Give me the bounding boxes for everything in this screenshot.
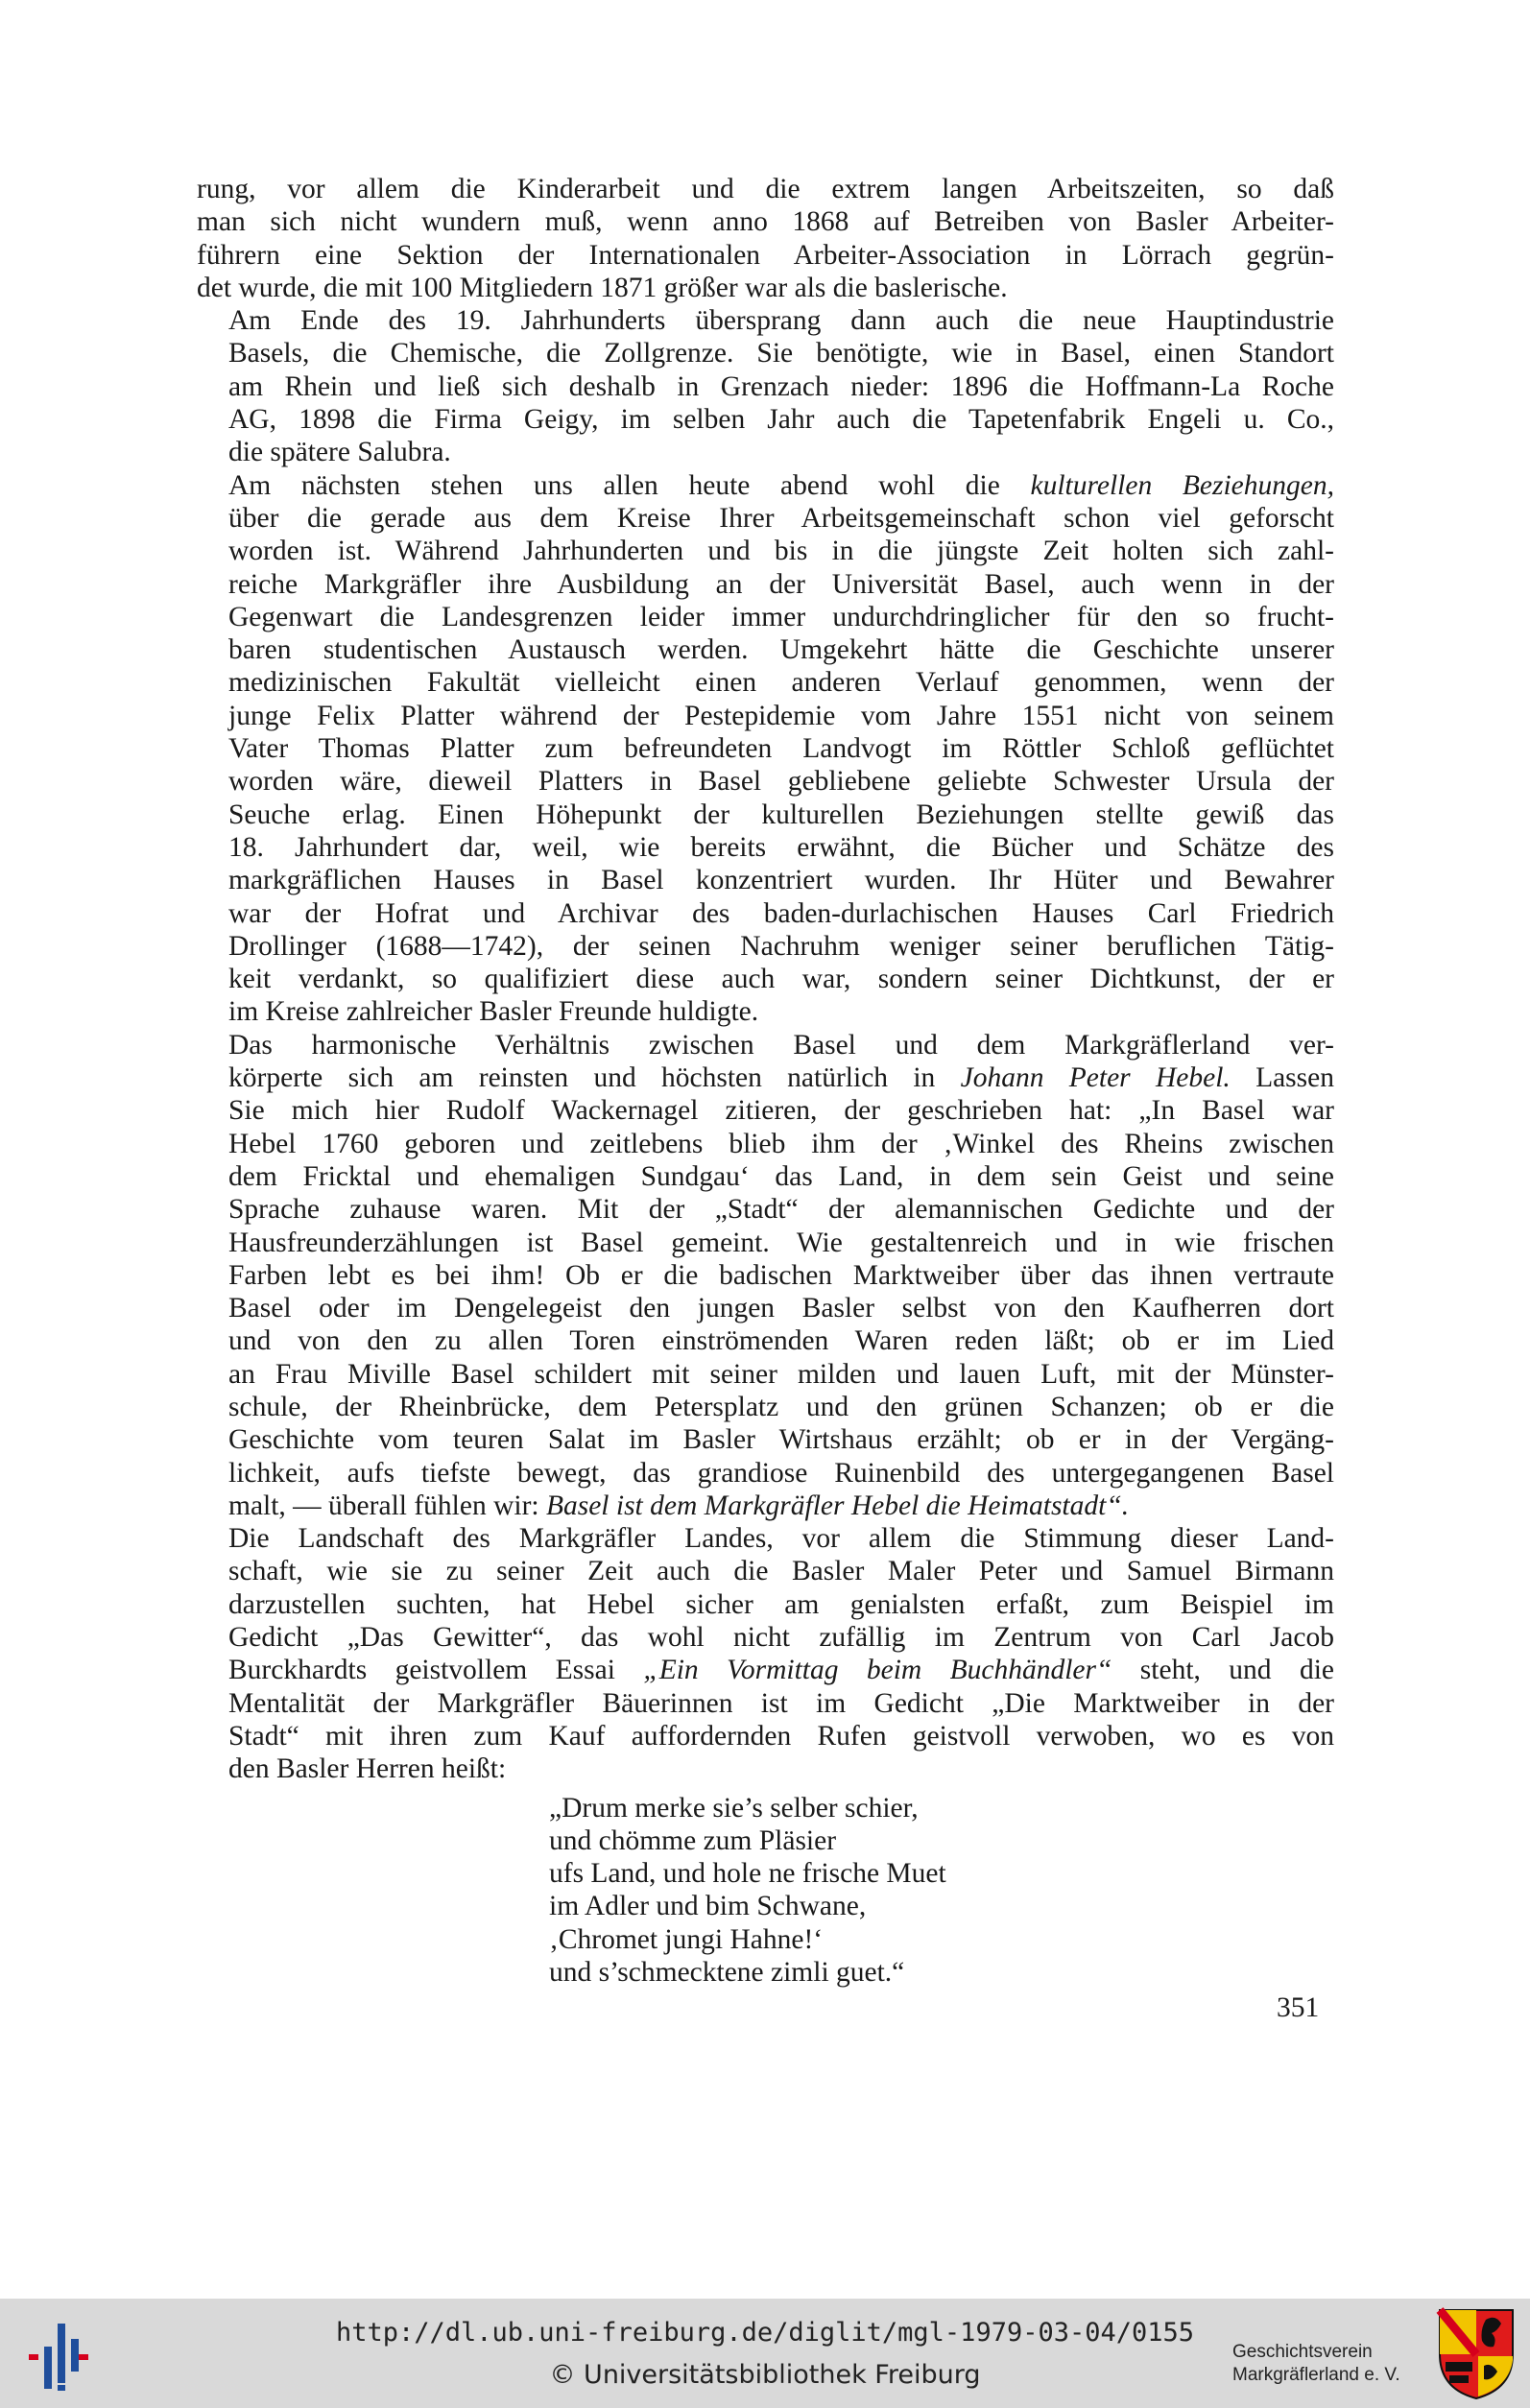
text-line: AG, 1898 die Firma Geigy, im selben Jahr auch die Tapetenfabrik Engeli u. Co.,: [228, 404, 1334, 436]
text-line: 18. Jahrhundert dar, weil, wie bereits erwähnt, die Bücher und Schätze des: [228, 831, 1334, 863]
text-line: det wurde, die mit 100 Mitgliedern 1871 größer war als die baslerische.: [197, 272, 1008, 303]
text-line: die spätere Salubra.: [228, 437, 451, 468]
society-name-line2: Markgräflerland e. V.: [1232, 2365, 1400, 2385]
text-line: keit verdankt, so qualifiziert diese auch war, sondern seiner Dichtkunst, der er: [228, 964, 1334, 995]
text-line: Basel oder im Dengelegeist den jungen Basler selbst von den Kaufherren dort: [228, 1293, 1334, 1324]
text-line: Vater Thomas Platter zum befreundeten Landvogt im Röttler Schloß geflüchtet: [228, 733, 1334, 765]
text-line: an Frau Miville Basel schildert mit seiner milden und lauen Luft, mit der Münster-: [228, 1358, 1334, 1390]
footer-url-link[interactable]: http://dl.ub.uni-freiburg.de/diglit/mgl-1979-03-04/0155: [335, 2318, 1195, 2348]
paragraph: [197, 1522, 1334, 1785]
text-line: Mentalität der Markgräfler Bäuerinnen ist im Gedicht „Die Marktweiber in der: [228, 1687, 1334, 1719]
text-line: medizinischen Fakultät vielleicht einen anderen Verlauf genommen, wenn der: [228, 667, 1334, 699]
text-line: worden ist. Während Jahrhunderten und bis in die jüngste Zeit holten sich zahl-: [228, 536, 1334, 567]
text-line: war der Hofrat und Archivar des baden-durlachischen Hauses Carl Friedrich: [228, 897, 1334, 929]
text-line: junge Felix Platter während der Pestepidemie vom Jahre 1551 nicht von seinem: [228, 700, 1334, 731]
text-line: markgräflichen Hauses in Basel konzentriert wurden. Ihr Hüter und Bewahrer: [228, 865, 1334, 896]
text-line: Gedicht „Das Gewitter“, das wohl nicht zufällig im Zentrum von Carl Jacob: [228, 1622, 1334, 1654]
text-line: Hausfreunderzählungen ist Basel gemeint. Wie gestaltenreich und in wie frischen: [228, 1227, 1334, 1258]
text-line: Drollinger (1688—1742), der seinen Nachruhm weniger seiner beruflichen Tätig-: [228, 930, 1334, 962]
text-line: Am nächsten stehen uns allen heute abend wohl die kulturellen Beziehungen,: [228, 469, 1334, 501]
text-line: den Basler Herren heißt:: [228, 1753, 507, 1785]
text-line: am Rhein und ließ sich deshalb in Grenzach nieder: 1896 die Hoffmann-La Roche: [228, 370, 1334, 402]
text-line: Sprache zuhause waren. Mit der „Stadt“ der alemannischen Gedichte und der: [228, 1194, 1334, 1226]
text-line: im Kreise zahlreicher Basler Freunde huldigte.: [228, 996, 759, 1028]
poem-line: ‚Chromet jungi Hahne!‘: [549, 1923, 824, 1955]
text-line: lichkeit, aufs tiefste bewegt, das grandiose Ruinenbild des untergegangenen Basel: [228, 1457, 1334, 1489]
paragraph: [197, 304, 1334, 468]
text-line: Geschichte vom teuren Salat im Basler Wirtshaus erzählt; ob er in der Vergäng-: [228, 1424, 1334, 1456]
poem-quote: [549, 1792, 1334, 1990]
poem-line: „Drum merke sie’s selber schier,: [549, 1792, 919, 1824]
footer-bar: [0, 2299, 1530, 2408]
text-line: worden wäre, dieweil Platters in Basel gebliebene geliebte Schwester Ursula der: [228, 766, 1334, 798]
poem-line: im Adler und bim Schwane,: [549, 1891, 867, 1922]
page-number: 351: [1277, 1992, 1320, 2023]
poem-line: und chömme zum Pläsier: [549, 1824, 837, 1856]
text-line: Basels, die Chemische, die Zollgrenze. Sie benötigte, wie in Basel, einen Standort: [228, 338, 1334, 370]
poem-line: ufs Land, und hole ne frische Muet: [549, 1858, 946, 1890]
text-line: schule, der Rheinbrücke, dem Petersplatz und den grünen Schanzen; ob er die: [228, 1391, 1334, 1422]
text-line: Am Ende des 19. Jahrhunderts übersprang dann auch die neue Hauptindustrie: [228, 305, 1334, 337]
text-line: man sich nicht wundern muß, wenn anno 1868 auf Betreiben von Basler Arbeiter-: [197, 206, 1334, 238]
text-line: Hebel 1760 geboren und zeitlebens blieb ihm der ‚Winkel des Rheins zwischen: [228, 1128, 1334, 1159]
text-line: führern eine Sektion der Internationalen Arbeiter-Association in Lörrach gegrün-: [197, 239, 1334, 271]
society-name-line1: Geschichtsverein: [1232, 2342, 1373, 2362]
text-line: Das harmonische Verhältnis zwischen Basel und dem Markgräflerland ver-: [228, 1029, 1334, 1061]
society-crest-icon: [1436, 2306, 1517, 2400]
text-line: darzustellen suchten, hat Hebel sicher am genialsten erfaßt, zum Beispiel im: [228, 1588, 1334, 1620]
document-page: [197, 173, 1334, 1989]
text-line: Burckhardts geistvollem Essai „Ein Vormittag beim Buchhändler“ steht, und die: [228, 1655, 1334, 1686]
text-line: Farben lebt es bei ihm! Ob er die badischen Marktweiber über das ihnen vertraute: [228, 1259, 1334, 1291]
society-name: [1232, 2341, 1400, 2387]
text-line: und von den zu allen Toren einströmenden Waren reden läßt; ob er im Lied: [228, 1325, 1334, 1357]
text-line: rung, vor allem die Kinderarbeit und die extrem langen Arbeitszeiten, so daß: [197, 174, 1334, 204]
footer-copyright: © Universitätsbibliothek Freiburg: [549, 2360, 981, 2390]
text-line: über die gerade aus dem Kreise Ihrer Arbeitsgemeinschaft schon viel geforscht: [228, 502, 1334, 534]
text-line: dem Fricktal und ehemaligen Sundgau‘ das Land, in dem sein Geist und seine: [228, 1160, 1334, 1192]
paragraph: [197, 173, 1334, 304]
text-line: Gegenwart die Landesgrenzen leider immer undurchdringlicher für den so frucht-: [228, 601, 1334, 632]
text-line: Stadt“ mit ihren zum Kauf auffordernden Rufen geistvoll verwoben, wo es von: [228, 1720, 1334, 1752]
paragraph: [197, 1029, 1334, 1522]
text-line: reiche Markgräfler ihre Ausbildung an der Universität Basel, auch wenn in der: [228, 568, 1334, 600]
body-text: [197, 173, 1334, 1786]
paragraph: [197, 469, 1334, 1029]
text-line: schaft, wie sie zu seiner Zeit auch die Basler Maler Peter und Samuel Birmann: [228, 1556, 1334, 1587]
text-line: Sie mich hier Rudolf Wackernagel zitieren, der geschrieben hat: „In Basel war: [228, 1095, 1334, 1127]
text-line: malt, — überall fühlen wir: Basel ist dem Markgräfler Hebel die Heimatstadt“.: [228, 1490, 1130, 1521]
text-line: baren studentischen Austausch werden. Umgekehrt hätte die Geschichte unserer: [228, 634, 1334, 666]
poem-line: und s’schmecktene zimli guet.“: [549, 1957, 905, 1989]
text-line: Die Landschaft des Markgräfler Landes, vor allem die Stimmung dieser Land-: [228, 1523, 1334, 1555]
text-line: körperte sich am reinsten und höchsten natürlich in Johann Peter Hebel. Lassen: [228, 1062, 1334, 1094]
text-line: Seuche erlag. Einen Höhepunkt der kulturellen Beziehungen stellte gewiß das: [228, 799, 1334, 830]
